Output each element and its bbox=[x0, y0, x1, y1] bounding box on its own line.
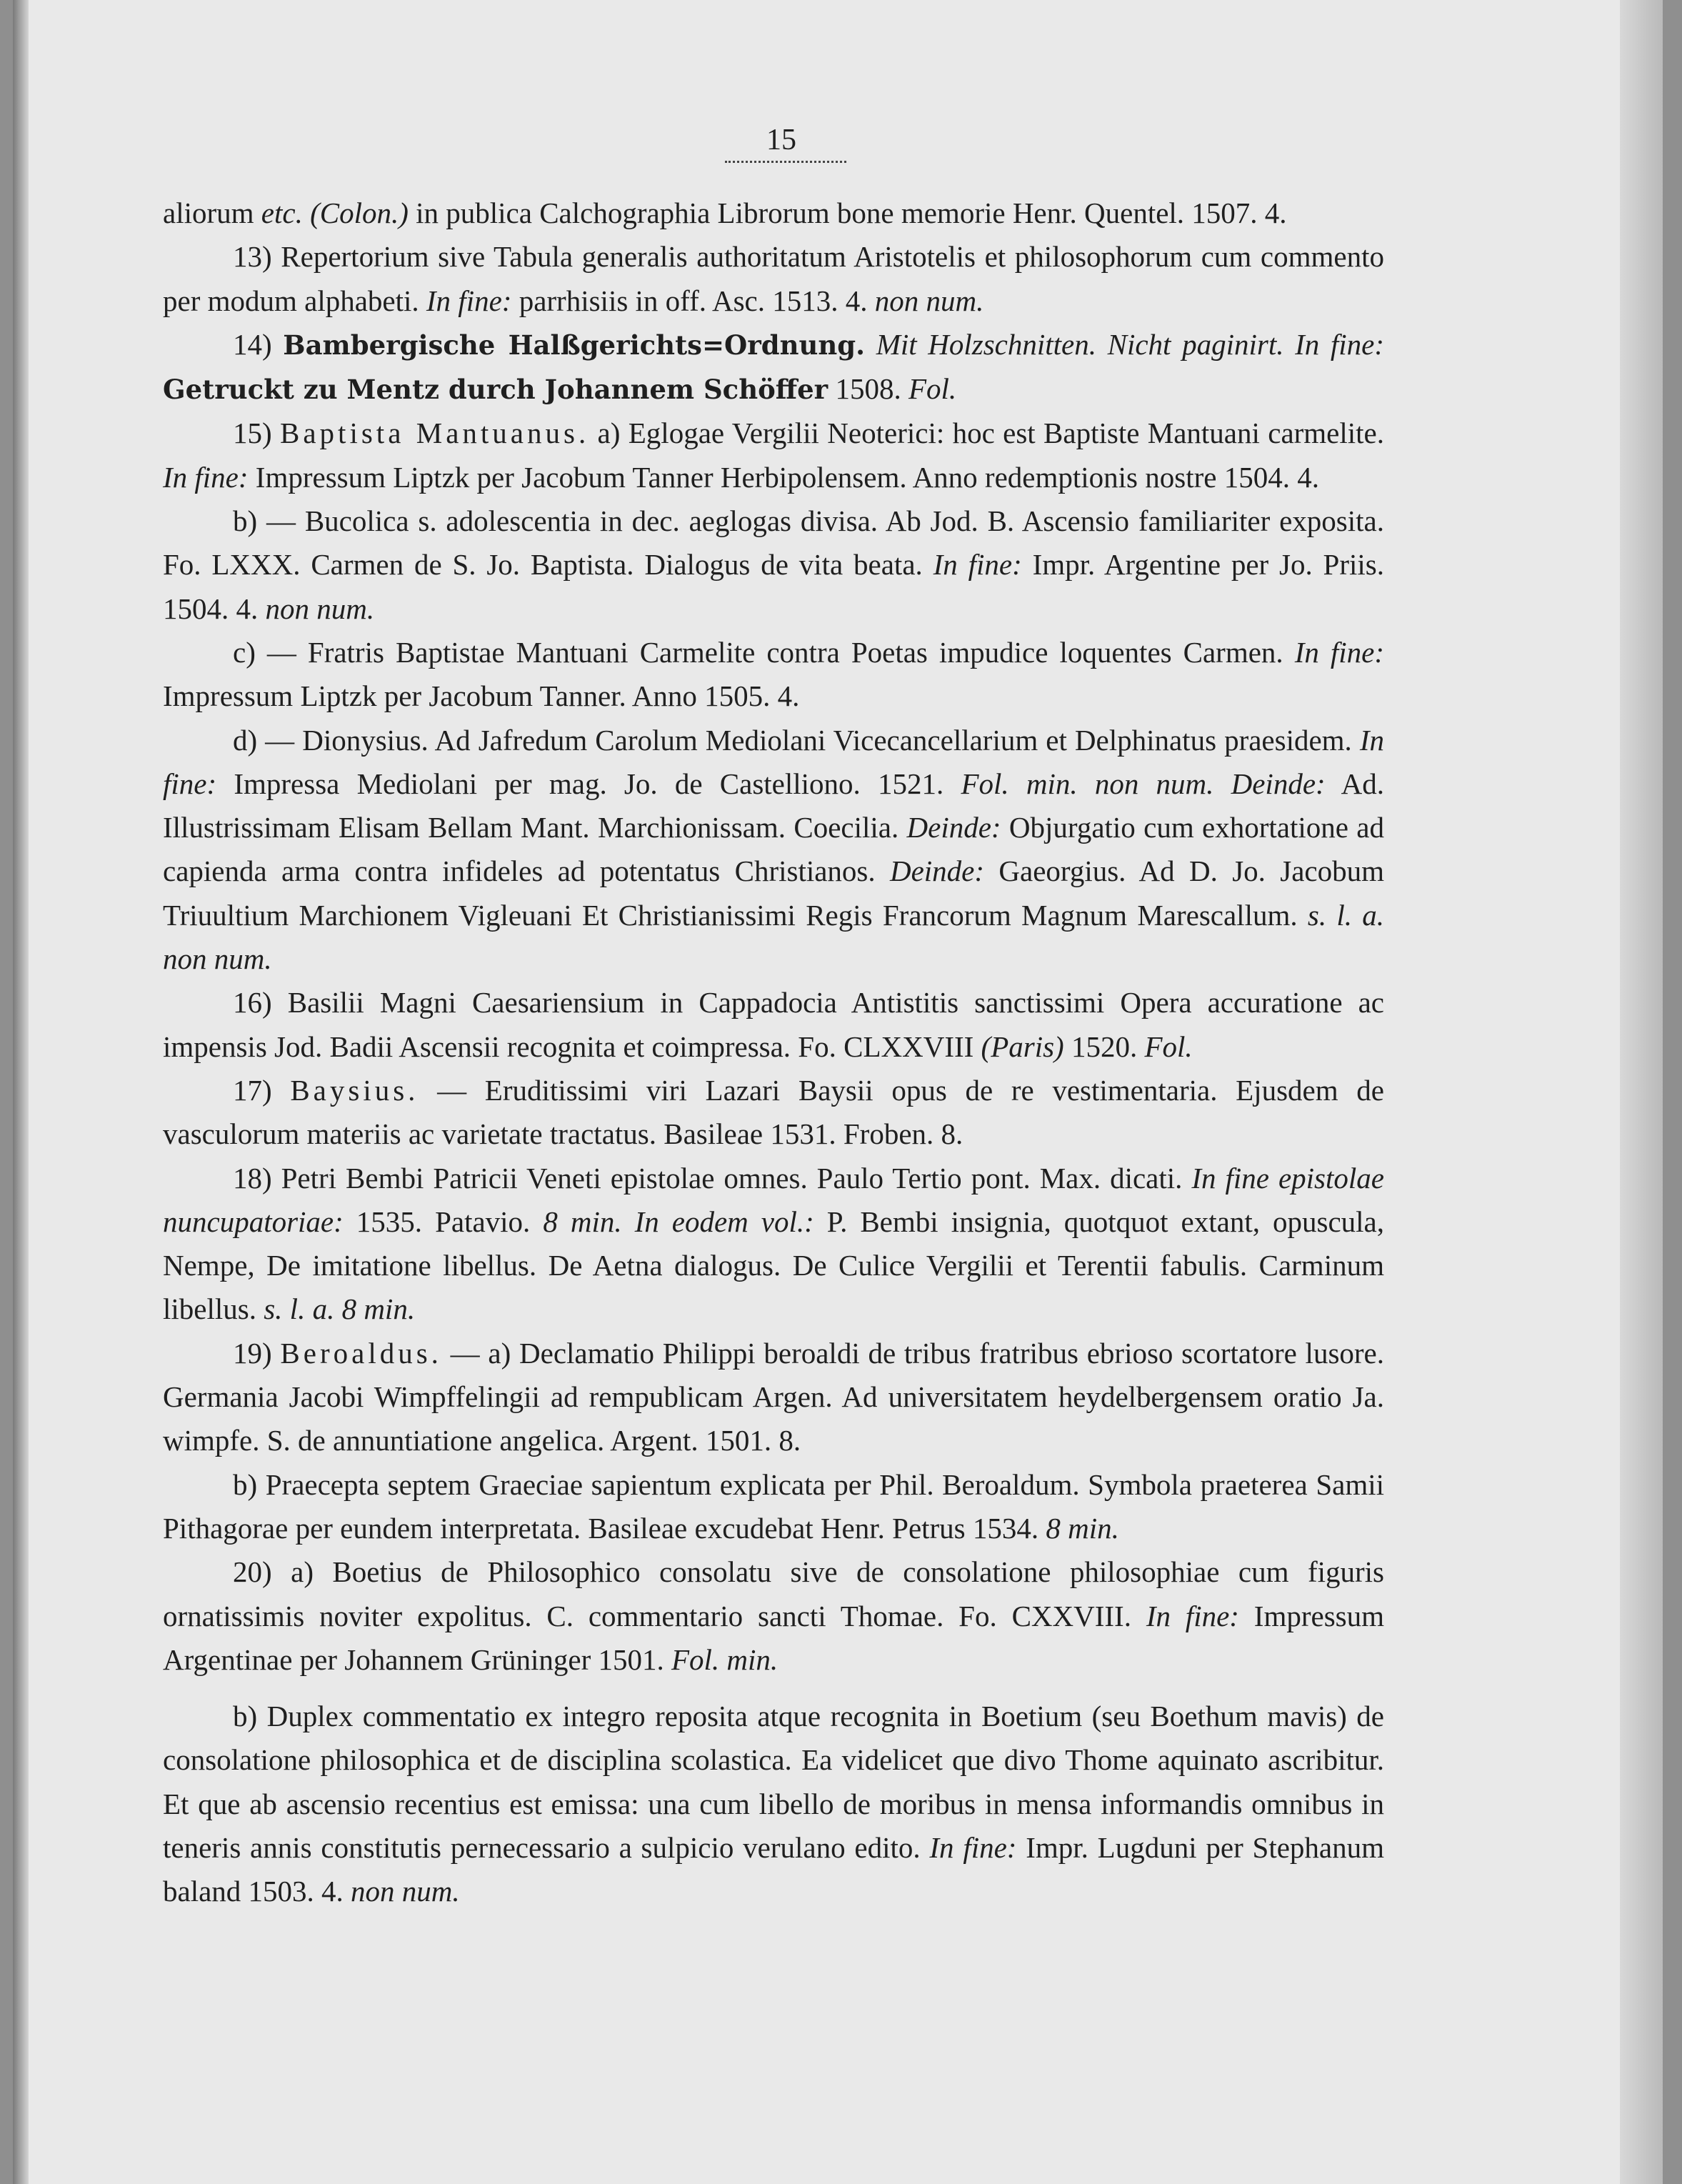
entry-15c: c) — Fratris Baptistae Mantuani Carmelite contra Poetas impudice loquentes Carmen. In fine: Impressum Liptzk per Jacobum Tanner. Anno 1505. 4. bbox=[163, 635, 1384, 713]
entry-20a: 20) a) Boetius de Philosophico consolatu sive de consolatione philosophiae cum figuris ornatissimis noviter expolitus. C. commentario sancti Thomae. Fo. CXXVIII. In fine: Impressum Argentinae per Johannem Grüninger 1501. Fol. min. bbox=[163, 1555, 1384, 1676]
page-number-rule bbox=[725, 161, 846, 163]
entry-14: 14) Bambergische Halßgerichts=Ordnung. Mit Holzschnitten. Nicht paginirt. In fine: Getruckt zu Mentz durch Johannem Schöffer 1508. Fol. bbox=[163, 327, 1385, 406]
entry-17: 17) Baysius. — Eruditissimi viri Lazari Baysii opus de re vestimentaria. Ejusdem de vasculorum materiis ac varietate tractatus. Basileae 1531. Froben. 8. bbox=[163, 1073, 1384, 1151]
entry-15b: b) — Bucolica s. adolescentia in dec. aeglogas divisa. Ab Jod. B. Ascensio familiariter exposita. Fo. LXXX. Carmen de S. Jo. Baptista. Dialogus de vita beata. In fine: Impr. Argentine per Jo. Priis. 1504. 4. non num. bbox=[163, 504, 1384, 625]
entry-13: 13) Repertorium sive Tabula generalis authoritatum Aristotelis et philosophorum cum commento per modum alphabeti. In fine: parrhisiis in off. Asc. 1513. 4. non num. bbox=[163, 240, 1384, 317]
entry-19b: b) Praecepta septem Graeciae sapientum explicata per Phil. Beroaldum. Symbola praeterea Samii Pithagorae per eundem interpretata. Basileae excudebat Henr. Petrus 1534. 8 min. bbox=[163, 1467, 1384, 1545]
page-edge-right bbox=[1620, 0, 1663, 2184]
entry-continuation: aliorum etc. (Colon.) in publica Calchographia Librorum bone memorie Henr. Quentel. 1507. 4. bbox=[163, 196, 1287, 229]
entry-19a: 19) Beroaldus. — a) Declamatio Philippi beroaldi de tribus fratribus ebrioso scortatore lusore. Germania Jacobi Wimpffelingii ad rempublicam Argen. Ad universitatem heydelbergensem oratio Ja. wimpfe. S. de annuntiatione angelica. Argent. 1501. 8. bbox=[163, 1336, 1385, 1457]
entry-15d: d) — Dionysius. Ad Jafredum Carolum Mediolani Vicecancellarium et Delphinatus praesidem. In fine: Impressa Mediolani per mag. Jo. de Castelliono. 1521. Fol. min. non num. Deinde: Ad. Illustrissimam Elisam Bellam Mant. Marchionissam. Coecilia. Deinde: Objurgatio cum exhortatione ad capienda arma contra infideles ad potentatus Christianos. Deinde: Gaeorgius. Ad D. Jo. Jacobum Triuultium Marchionem Vigleuani Et Christianissimi Regis Francorum Magnum Marescallum. s. l. a. non num. bbox=[163, 723, 1384, 976]
page-edge-left bbox=[13, 0, 29, 2184]
entry-20b: b) Duplex commentatio ex integro reposita atque recognita in Boetium (seu Boethum mavis) de consolatione philosophica et de disciplina scolastica. Ea videlicet que divo Thome aquinato ascribitur. Et que ab ascensio recentius est emissa: una cum libello de moribus in mensa informandis omnibus in teneris annis constitutis pernecessario a sulpicio verulano edito. In fine: Impr. Lugduni per Stephanum baland 1503. 4. non num. bbox=[163, 1700, 1385, 1908]
entry-16: 16) Basilii Magni Caesariensium in Cappadocia Antistitis sanctissimi Opera accuratione ac impensis Jod. Badii Ascensii recognita et coimpressa. Fo. CLXXVIII (Paris) 1520. Fol. bbox=[163, 986, 1384, 1063]
entry-15a: 15) Baptista Mantuanus. a) Eglogae Vergilii Neoterici: hoc est Baptiste Mantuani carmelite. In fine: Impressum Liptzk per Jacobum Tanner Herbipolensem. Anno redemptionis nostre 1504. 4. bbox=[163, 417, 1385, 494]
entry-18: 18) Petri Bembi Patricii Veneti epistolae omnes. Paulo Tertio pont. Max. dicati. In fine epistolae nuncupatoriae: 1535. Patavio. 8 min. In eodem vol.: P. Bembi insignia, quotquot extant, opuscula, Nempe, De imitatione libellus. De Aetna dialogus. De Culice Vergilii et Terentii fabulis. Carminum libellus. s. l. a. 8 min. bbox=[163, 1161, 1384, 1326]
page-number: 15 bbox=[766, 124, 796, 156]
body-text bbox=[163, 191, 1384, 1914]
page bbox=[13, 0, 1663, 2184]
